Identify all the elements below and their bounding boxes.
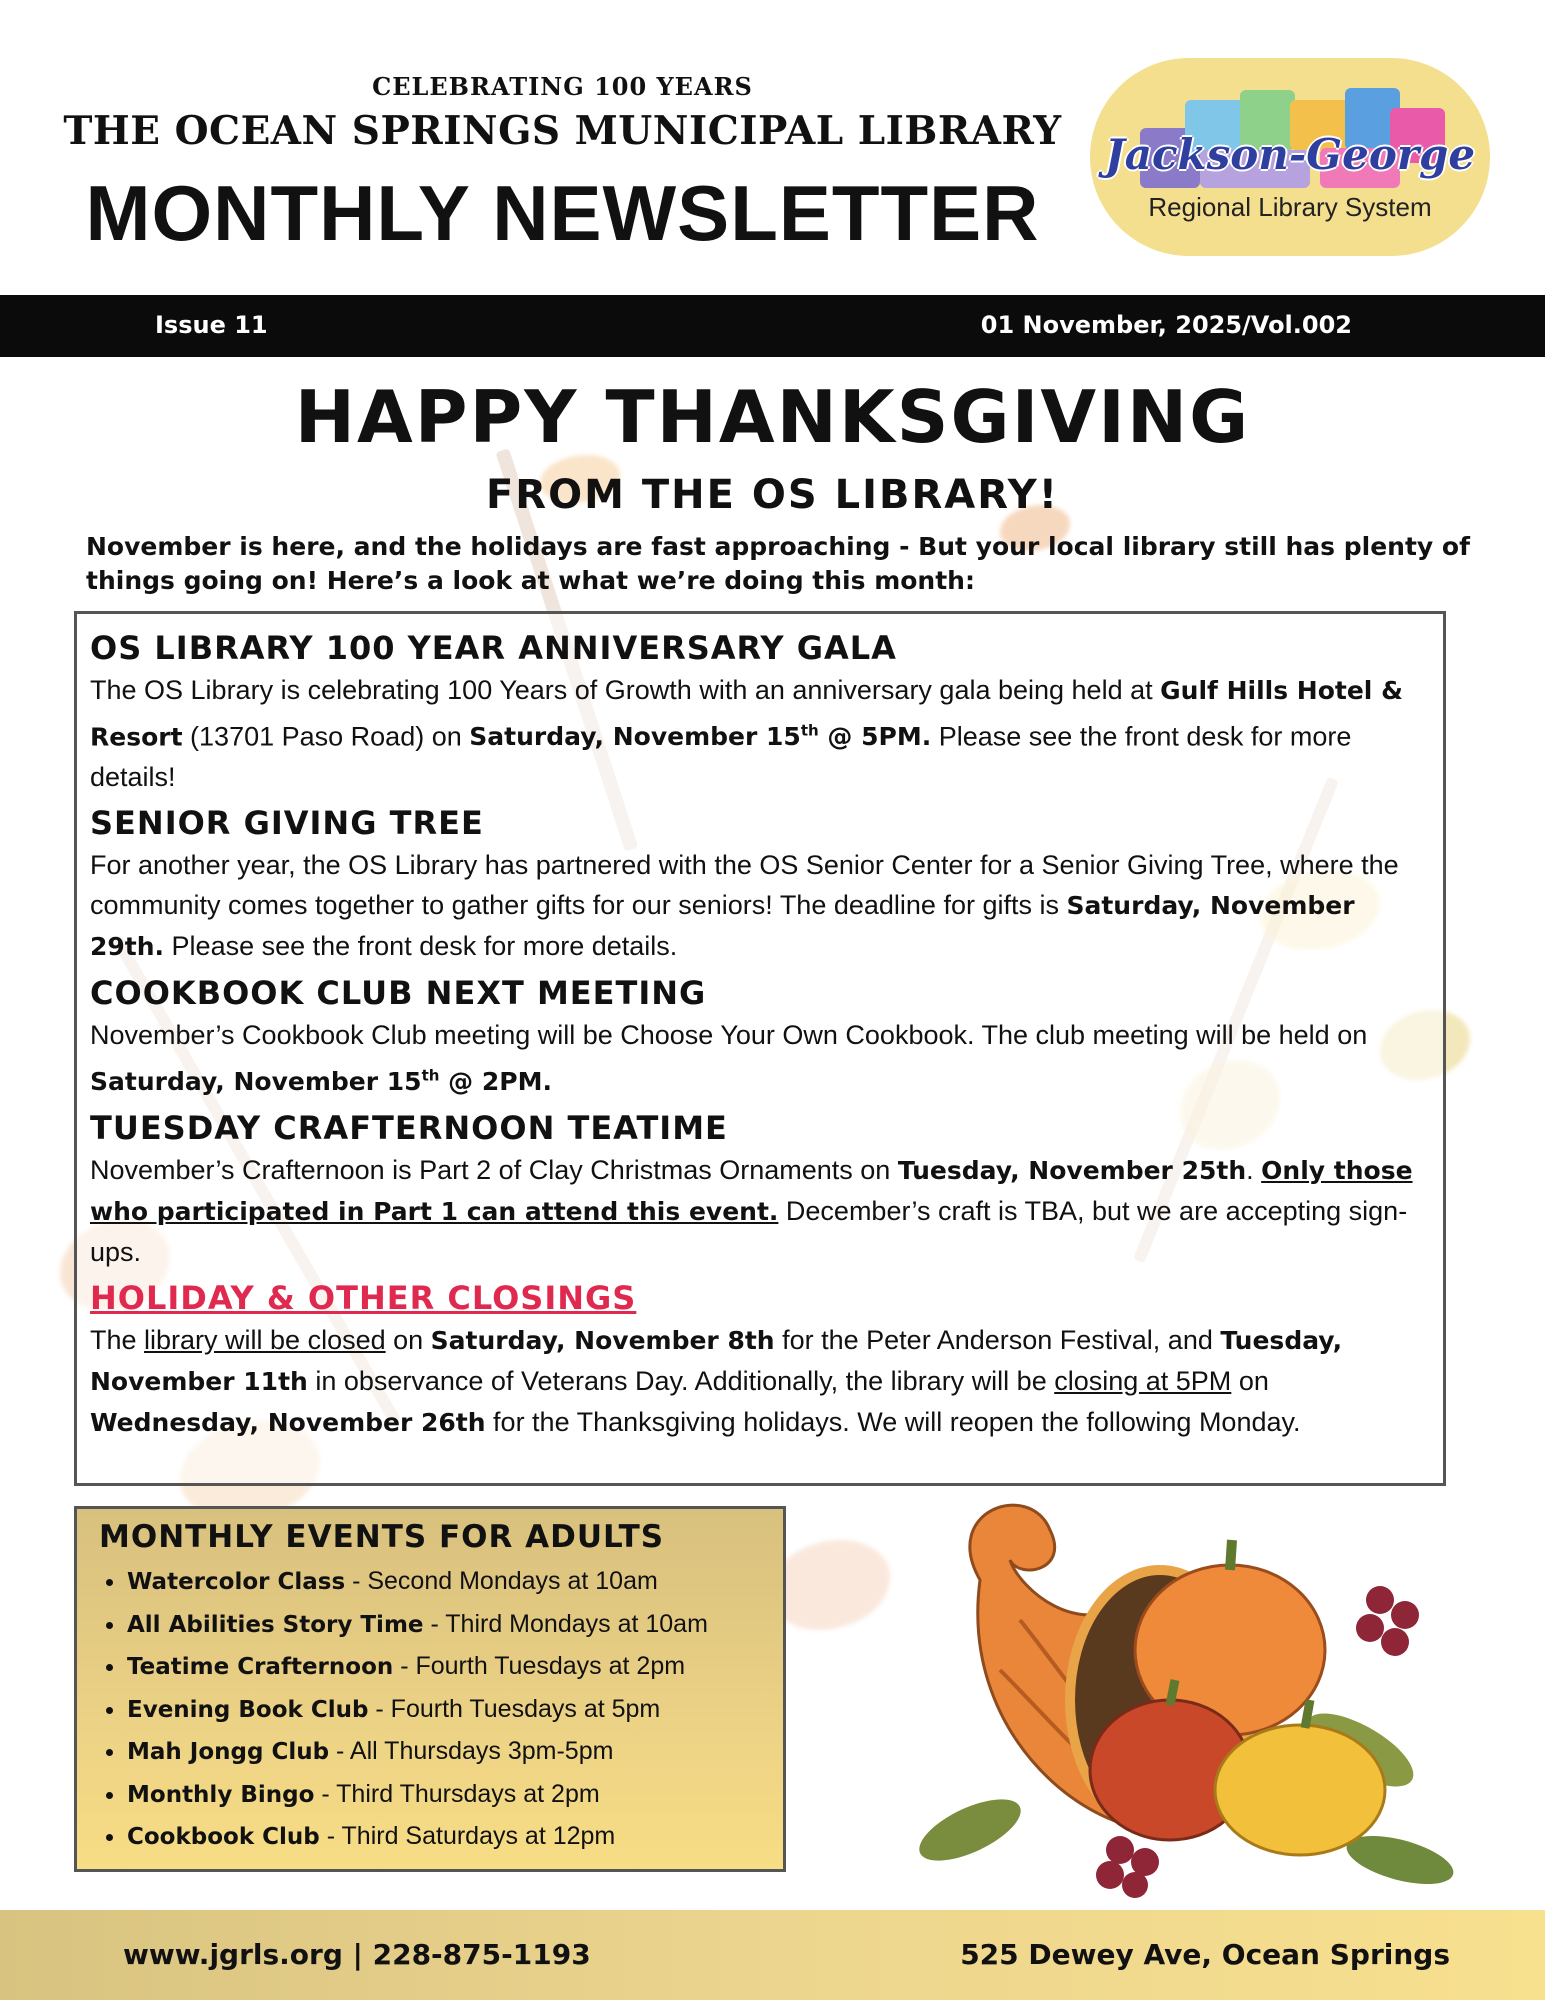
- closings-title: HOLIDAY & OTHER CLOSINGS: [90, 1278, 637, 1317]
- issue-bar: [0, 295, 1545, 357]
- logo-subtitle: Regional Library System: [1148, 192, 1432, 222]
- contact-info[interactable]: www.jgrls.org | 228-875-1193: [123, 1938, 591, 1971]
- events-title: MONTHLY EVENTS FOR ADULTS: [99, 1519, 665, 1555]
- events-list: [99, 1561, 763, 1859]
- cookbook-title: COOKBOOK CLUB NEXT MEETING: [90, 974, 707, 1013]
- list-item: • Cookbook Club - Third Saturdays at 12pm: [127, 1816, 763, 1859]
- gala-title: OS LIBRARY 100 YEAR ANNIVERSARY GALA: [90, 629, 897, 667]
- issue-date-volume: 01 November, 2025/Vol.002: [980, 311, 1352, 339]
- monthly-events-box: [74, 1506, 786, 1872]
- announcements-box: [74, 611, 1446, 1486]
- intro-paragraph: November is here, and the holidays are fast approaching - But your local library still has plenty of things going on! Here’s a look at what we’re doing this month:: [86, 532, 1470, 595]
- list-item: • All Abilities Story Time - Third Mondays at 10am: [127, 1604, 763, 1647]
- closings-body: The library will be closed on Saturday, November 8th for the Peter Anderson Festival, and Tuesday, November 11th in observance of Veterans Day. Additionally, the library will be closing at 5PM on Wednesday, November 26th for the Thanksgiving holidays. We will reopen the following Monday.: [90, 1324, 1343, 1437]
- gala-body: The OS Library is celebrating 100 Years of Growth with an anniversary gala being held at Gulf Hills Hotel & Resort (13701 Paso Road) on Saturday, November 15th @ 5PM. Please see the front desk for more details!: [90, 675, 1403, 793]
- cornucopia-illustration: [900, 1470, 1460, 1900]
- crafternoon-title: TUESDAY CRAFTERNOON TEATIME: [90, 1108, 728, 1147]
- address: 525 Dewey Ave, Ocean Springs: [960, 1938, 1450, 1971]
- list-item: • Evening Book Club - Fourth Tuesdays at 5pm: [127, 1689, 763, 1732]
- logo-name: Jackson-George: [1104, 130, 1476, 179]
- giving-tree-title: SENIOR GIVING TREE: [90, 804, 484, 843]
- footer: [0, 1910, 1545, 2000]
- header-kicker: CELEBRATING 100 YEARS: [372, 72, 753, 101]
- list-item: • Monthly Bingo - Third Thursdays at 2pm: [127, 1774, 763, 1817]
- subheadline: FROM THE OS LIBRARY!: [485, 472, 1060, 518]
- list-item: • Teatime Crafternoon - Fourth Tuesdays at 2pm: [127, 1646, 763, 1689]
- library-system-logo[interactable]: [1090, 58, 1490, 256]
- newsletter-title: MONTHLY NEWSLETTER: [85, 169, 1040, 257]
- issue-number: Issue 11: [155, 311, 268, 339]
- crafternoon-body: November’s Crafternoon is Part 2 of Clay Christmas Ornaments on Tuesday, November 25th. Only those who participated in Part 1 can attend this event. December’s craft is TBA, but we are accepting sign-ups.: [90, 1154, 1413, 1267]
- library-name: THE OCEAN SPRINGS MUNICIPAL LIBRARY: [63, 108, 1062, 154]
- list-item: • Mah Jongg Club - All Thursdays 3pm-5pm: [127, 1731, 763, 1774]
- list-item: • Watercolor Class - Second Mondays at 10am: [127, 1561, 763, 1604]
- giving-tree-body: For another year, the OS Library has partnered with the OS Senior Center for a Senior Giving Tree, where the community comes together to gather gifts for our seniors! The deadline for gifts is Saturday, November 29th. Please see the front desk for more details.: [90, 850, 1399, 962]
- cookbook-body: November’s Cookbook Club meeting will be Choose Your Own Cookbook. The club meeting will be held on Saturday, November 15th @ 2PM.: [90, 1020, 1368, 1096]
- headline: HAPPY THANKSGIVING: [294, 375, 1251, 459]
